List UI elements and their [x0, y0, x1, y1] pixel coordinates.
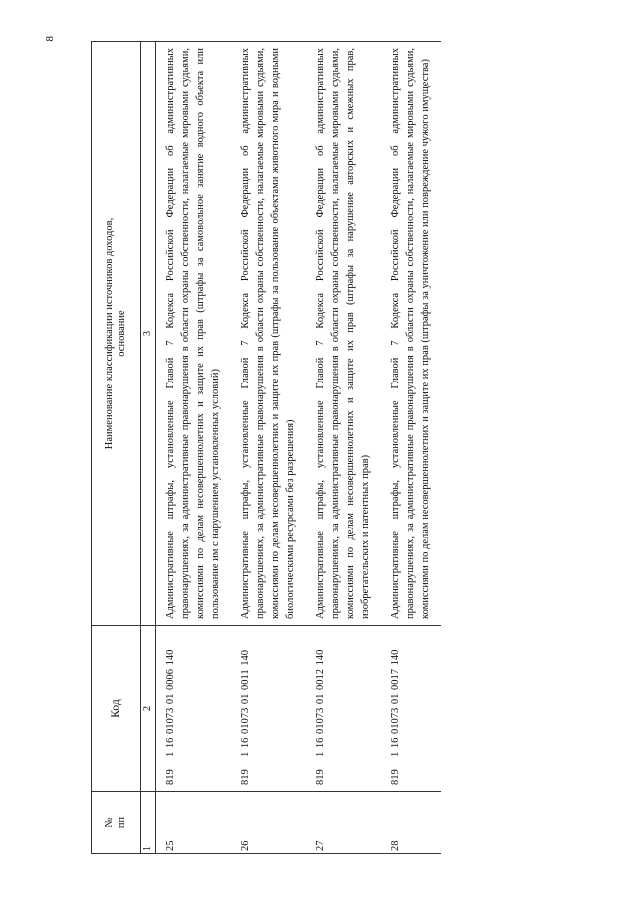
- row-revenue-code: 1 16 01073 01 0011 140: [240, 650, 251, 757]
- row-name: Административные штрафы, установленные Главой 7 Кодекса Российской Федерации об административных правонарушениях, за административные правонарушения в области охраны собственности, налагаемые мировыми судьями, комиссиями по делам несовершеннолетних и защите их прав (штрафы за пользование объектами животного мира и водными биологическими ресурсами без разрешения): [231, 42, 306, 626]
- header-num: № пп: [92, 792, 141, 854]
- row-code: [156, 626, 232, 792]
- table-header-row: [92, 42, 141, 854]
- row-agency-code: 819: [390, 769, 401, 785]
- header-code: Код: [92, 626, 141, 792]
- page-number: 8: [44, 36, 56, 42]
- row-code: [231, 626, 306, 792]
- row-name: Административные штрафы, установленные Главой 7 Кодекса Российской Федерации об административных правонарушениях, за административные правонарушения в области охраны собственности, налагаемые мировыми судьями, комиссиями по делам несовершеннолетних и защите их прав (штрафы за нарушение авторских и смежных прав, изобретательских и патентных прав): [306, 42, 381, 626]
- column-number-2: 2: [141, 626, 156, 792]
- table-row: [156, 42, 232, 854]
- row-name: Административные штрафы, установленные Главой 7 Кодекса Российской Федерации об административных правонарушениях, за административные правонарушения в области охраны собственности, налагаемые мировыми судьями, комиссиями по делам несовершеннолетних и защите их прав (штрафы за уничтожение или повреждение чужого имущества): [381, 42, 441, 626]
- row-revenue-code: 1 16 01073 01 0006 140: [165, 649, 176, 757]
- column-number-3: 3: [141, 42, 156, 626]
- row-code: [306, 626, 381, 792]
- column-number-1: 1: [141, 792, 156, 854]
- row-number: 25: [156, 792, 232, 854]
- row-name: Административные штрафы, установленные Главой 7 Кодекса Российской Федерации об административных правонарушениях, за административные правонарушения в области охраны собственности, налагаемые мировыми судьями, комиссиями по делам несовершеннолетних и защите их прав (штрафы за самовольное занятие водного объекта или пользование им с нарушением установленных условий): [156, 42, 232, 626]
- revenue-classification-table: [91, 41, 441, 854]
- row-code: [381, 626, 441, 792]
- row-number: 28: [381, 792, 441, 854]
- row-number: 27: [306, 792, 381, 854]
- column-number-row: [141, 42, 156, 854]
- row-revenue-code: 1 16 01073 01 0017 140: [390, 649, 401, 757]
- row-revenue-code: 1 16 01073 01 0012 140: [315, 649, 326, 757]
- row-agency-code: 819: [315, 769, 326, 785]
- row-agency-code: 819: [240, 769, 251, 785]
- table-row: [231, 42, 306, 854]
- row-number: 26: [231, 792, 306, 854]
- header-name: Наименование классификации источников доходов, основание: [92, 42, 141, 626]
- table-row: [306, 42, 381, 854]
- row-agency-code: 819: [165, 769, 176, 785]
- table-row: [381, 42, 441, 854]
